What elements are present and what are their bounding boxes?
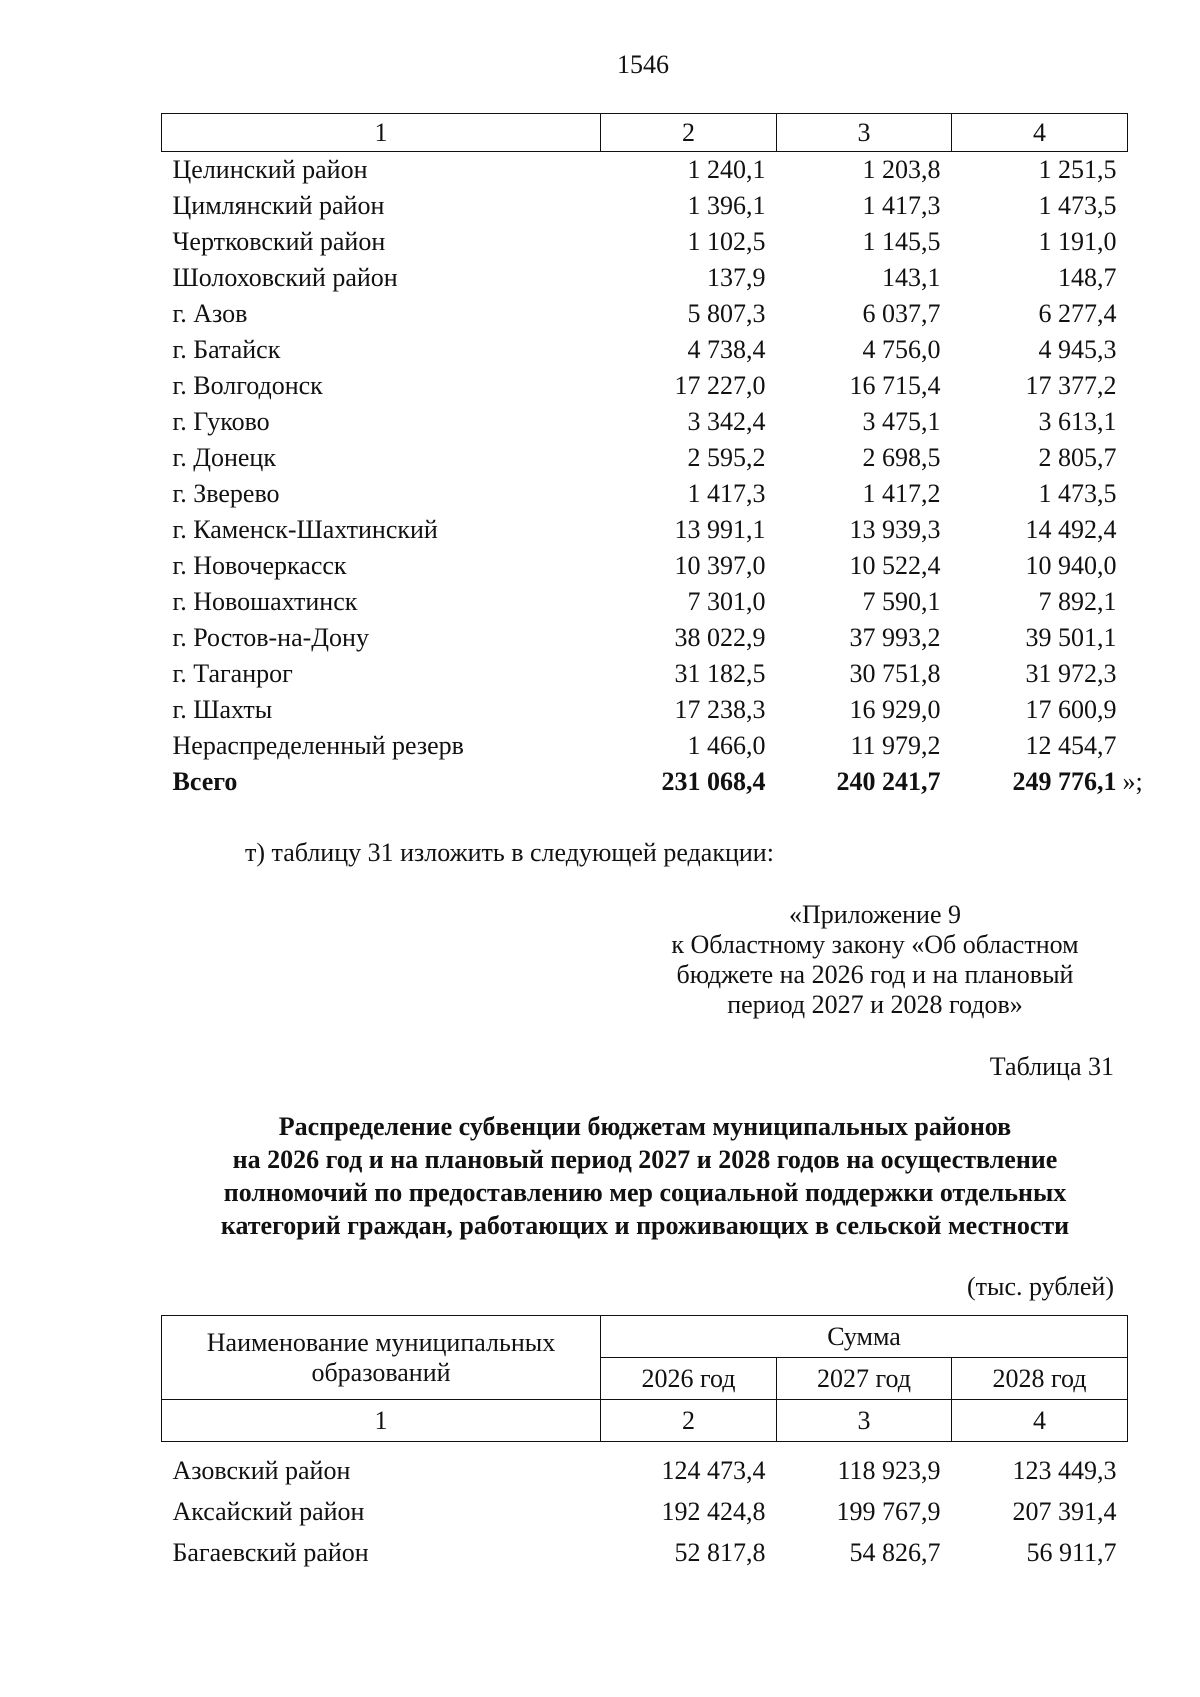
value-2027: 1 145,5	[862, 227, 941, 256]
value-2027: 2 698,5	[862, 443, 941, 472]
sum-header: Сумма	[601, 1316, 1128, 1358]
column-number-row	[162, 114, 1128, 152]
district-name: г. Зверево	[172, 479, 280, 508]
value-2027: 199 767,9	[836, 1497, 941, 1526]
value-2026: 13 991,1	[674, 515, 766, 544]
value-2028: 1 191,0	[1038, 227, 1117, 256]
continued-table	[161, 113, 1143, 800]
table-number: Таблица 31	[989, 1052, 1114, 1081]
value-2028: 1 473,5	[1038, 479, 1117, 508]
value-2026: 192 424,8	[661, 1497, 766, 1526]
value-2028: 4 945,3	[1038, 335, 1117, 364]
year-2026-header: 2026 год	[601, 1358, 777, 1400]
heading-line: полномочий по предоставлению мер социальной поддержки отдельных	[223, 1178, 1067, 1207]
closing-quote: »;	[1122, 767, 1143, 796]
value-2027: 118 923,9	[837, 1456, 941, 1485]
value-2026: 17 227,0	[674, 371, 766, 400]
district-name: г. Новочеркасск	[172, 551, 347, 580]
district-name: г. Волгодонск	[172, 371, 323, 400]
table-row	[162, 296, 1128, 332]
column-number-row	[162, 1400, 1128, 1442]
column-number-4: 4	[952, 114, 1128, 152]
table-row	[162, 728, 1128, 764]
value-2028: 7 892,1	[1038, 587, 1117, 616]
appendix-line: «Приложение 9	[788, 900, 962, 929]
district-name: Чертковский район	[172, 227, 386, 256]
table-row	[162, 404, 1128, 440]
table-row	[162, 512, 1128, 548]
table-row	[162, 692, 1128, 728]
district-name: г. Каменск-Шахтинский	[172, 515, 438, 544]
value-2027: 37 993,2	[849, 623, 941, 652]
value-2027: 1 417,3	[862, 191, 941, 220]
district-name: г. Шахты	[172, 695, 273, 724]
district-name: Нераспределенный резерв	[172, 731, 464, 760]
district-name: г. Ростов-на-Дону	[172, 623, 369, 652]
value-2028: 2 805,7	[1038, 443, 1117, 472]
value-2026: 1 466,0	[687, 731, 766, 760]
appendix-line: к Областному закону «Об областном	[671, 930, 1079, 959]
value-2026: 31 182,5	[674, 659, 766, 688]
value-2026: 10 397,0	[674, 551, 766, 580]
total-2027: 240 241,7	[836, 767, 941, 796]
value-2028: 207 391,4	[1012, 1497, 1117, 1526]
table-row	[162, 1532, 1128, 1573]
value-2026: 5 807,3	[687, 299, 766, 328]
value-2026: 2 595,2	[687, 443, 766, 472]
value-2026: 3 342,4	[687, 407, 766, 436]
district-name: Цимлянский район	[172, 191, 385, 220]
appendix-line: бюджете на 2026 год и на плановый	[676, 960, 1074, 989]
value-2027: 54 826,7	[849, 1538, 941, 1567]
value-2028: 14 492,4	[1025, 515, 1117, 544]
appendix-reference	[630, 900, 1120, 1020]
name-header-line: Наименование муниципальных	[206, 1327, 556, 1357]
value-2026: 4 738,4	[687, 335, 766, 364]
district-name: г. Азов	[172, 299, 248, 328]
column-number-3: 3	[777, 114, 952, 152]
table-row	[162, 476, 1128, 512]
heading-line: Распределение субвенции бюджетам муниципальных районов	[278, 1112, 1012, 1141]
value-2026: 7 301,0	[687, 587, 766, 616]
column-number-1: 1	[162, 1400, 601, 1442]
value-2028: 3 613,1	[1038, 407, 1117, 436]
value-2028: 123 449,3	[1012, 1456, 1117, 1485]
value-2028: 31 972,3	[1025, 659, 1117, 688]
value-2027: 16 715,4	[849, 371, 941, 400]
heading-line: категорий граждан, работающих и проживающих в сельской местности	[220, 1211, 1070, 1240]
value-2026: 52 817,8	[674, 1538, 766, 1567]
year-2028-header: 2028 год	[952, 1358, 1128, 1400]
value-2027: 10 522,4	[849, 551, 941, 580]
value-2027: 30 751,8	[849, 659, 941, 688]
table-row	[162, 260, 1128, 296]
table-row	[162, 656, 1128, 692]
value-2028: 56 911,7	[1026, 1538, 1117, 1567]
value-2026: 124 473,4	[661, 1456, 766, 1485]
subvention-table	[161, 1315, 1128, 1573]
name-header-line: образований	[311, 1357, 451, 1387]
value-2027: 4 756,0	[862, 335, 941, 364]
table-row	[162, 188, 1128, 224]
total-2028-cell	[952, 764, 1143, 800]
table-row	[162, 548, 1128, 584]
heading-line: на 2026 год и на плановый период 2027 и 2028 годов на осуществление	[232, 1145, 1058, 1174]
column-number-4: 4	[952, 1400, 1128, 1442]
value-2026: 17 238,3	[674, 695, 766, 724]
district-name: г. Таганрог	[172, 659, 293, 688]
value-2028: 1 473,5	[1038, 191, 1117, 220]
value-2027: 6 037,7	[862, 299, 941, 328]
value-2027: 16 929,0	[849, 695, 941, 724]
column-number-1: 1	[162, 114, 601, 152]
value-2027: 1 203,8	[862, 155, 941, 184]
value-2026: 1 240,1	[687, 155, 766, 184]
value-2028: 17 377,2	[1025, 371, 1117, 400]
value-2026: 1 417,3	[687, 479, 766, 508]
table-row	[162, 332, 1128, 368]
value-2026: 137,9	[707, 263, 766, 292]
district-name: г. Батайск	[172, 335, 281, 364]
amendment-paragraph: т) таблицу 31 изложить в следующей редакции:	[245, 838, 774, 867]
table-row	[162, 152, 1128, 189]
district-name: Шолоховский район	[172, 263, 398, 292]
value-2026: 38 022,9	[674, 623, 766, 652]
district-name: Багаевский район	[172, 1538, 369, 1567]
name-column-header	[162, 1316, 601, 1400]
value-2027: 7 590,1	[862, 587, 941, 616]
value-2027: 3 475,1	[862, 407, 941, 436]
district-name: Аксайский район	[172, 1497, 365, 1526]
total-2026: 231 068,4	[661, 767, 766, 796]
value-2027: 11 979,2	[850, 731, 941, 760]
value-2027: 1 417,2	[862, 479, 941, 508]
value-2028: 17 600,9	[1025, 695, 1117, 724]
total-row	[162, 764, 1128, 800]
year-2027-header: 2027 год	[777, 1358, 952, 1400]
table-row	[162, 1450, 1128, 1491]
column-number-3: 3	[777, 1400, 952, 1442]
page-number: 1546	[617, 50, 669, 79]
value-2027: 143,1	[882, 263, 941, 292]
table-row	[162, 224, 1128, 260]
value-2027: 13 939,3	[849, 515, 941, 544]
total-label: Всего	[172, 767, 238, 796]
district-name: Целинский район	[172, 155, 368, 184]
table-row	[162, 1491, 1128, 1532]
table-row	[162, 440, 1128, 476]
table-row	[162, 584, 1128, 620]
table-row	[162, 368, 1128, 404]
total-2028: 249 776,1	[1012, 767, 1117, 796]
value-2028: 39 501,1	[1025, 623, 1117, 652]
units-label: (тыс. рублей)	[966, 1272, 1114, 1301]
value-2026: 1 396,1	[687, 191, 766, 220]
district-name: г. Донецк	[172, 443, 276, 472]
appendix-line: период 2027 и 2028 годов»	[727, 990, 1023, 1019]
header-row	[162, 1316, 1128, 1358]
value-2028: 10 940,0	[1025, 551, 1117, 580]
value-2028: 148,7	[1058, 263, 1117, 292]
value-2028: 12 454,7	[1025, 731, 1117, 760]
table-heading	[140, 1110, 1150, 1242]
column-number-2: 2	[601, 1400, 777, 1442]
table-row	[162, 620, 1128, 656]
value-2028: 1 251,5	[1038, 155, 1117, 184]
district-name: г. Гуково	[172, 407, 270, 436]
column-number-2: 2	[601, 114, 777, 152]
district-name: Азовский район	[172, 1456, 351, 1485]
value-2026: 1 102,5	[687, 227, 766, 256]
value-2028: 6 277,4	[1038, 299, 1117, 328]
district-name: г. Новошахтинск	[172, 587, 358, 616]
